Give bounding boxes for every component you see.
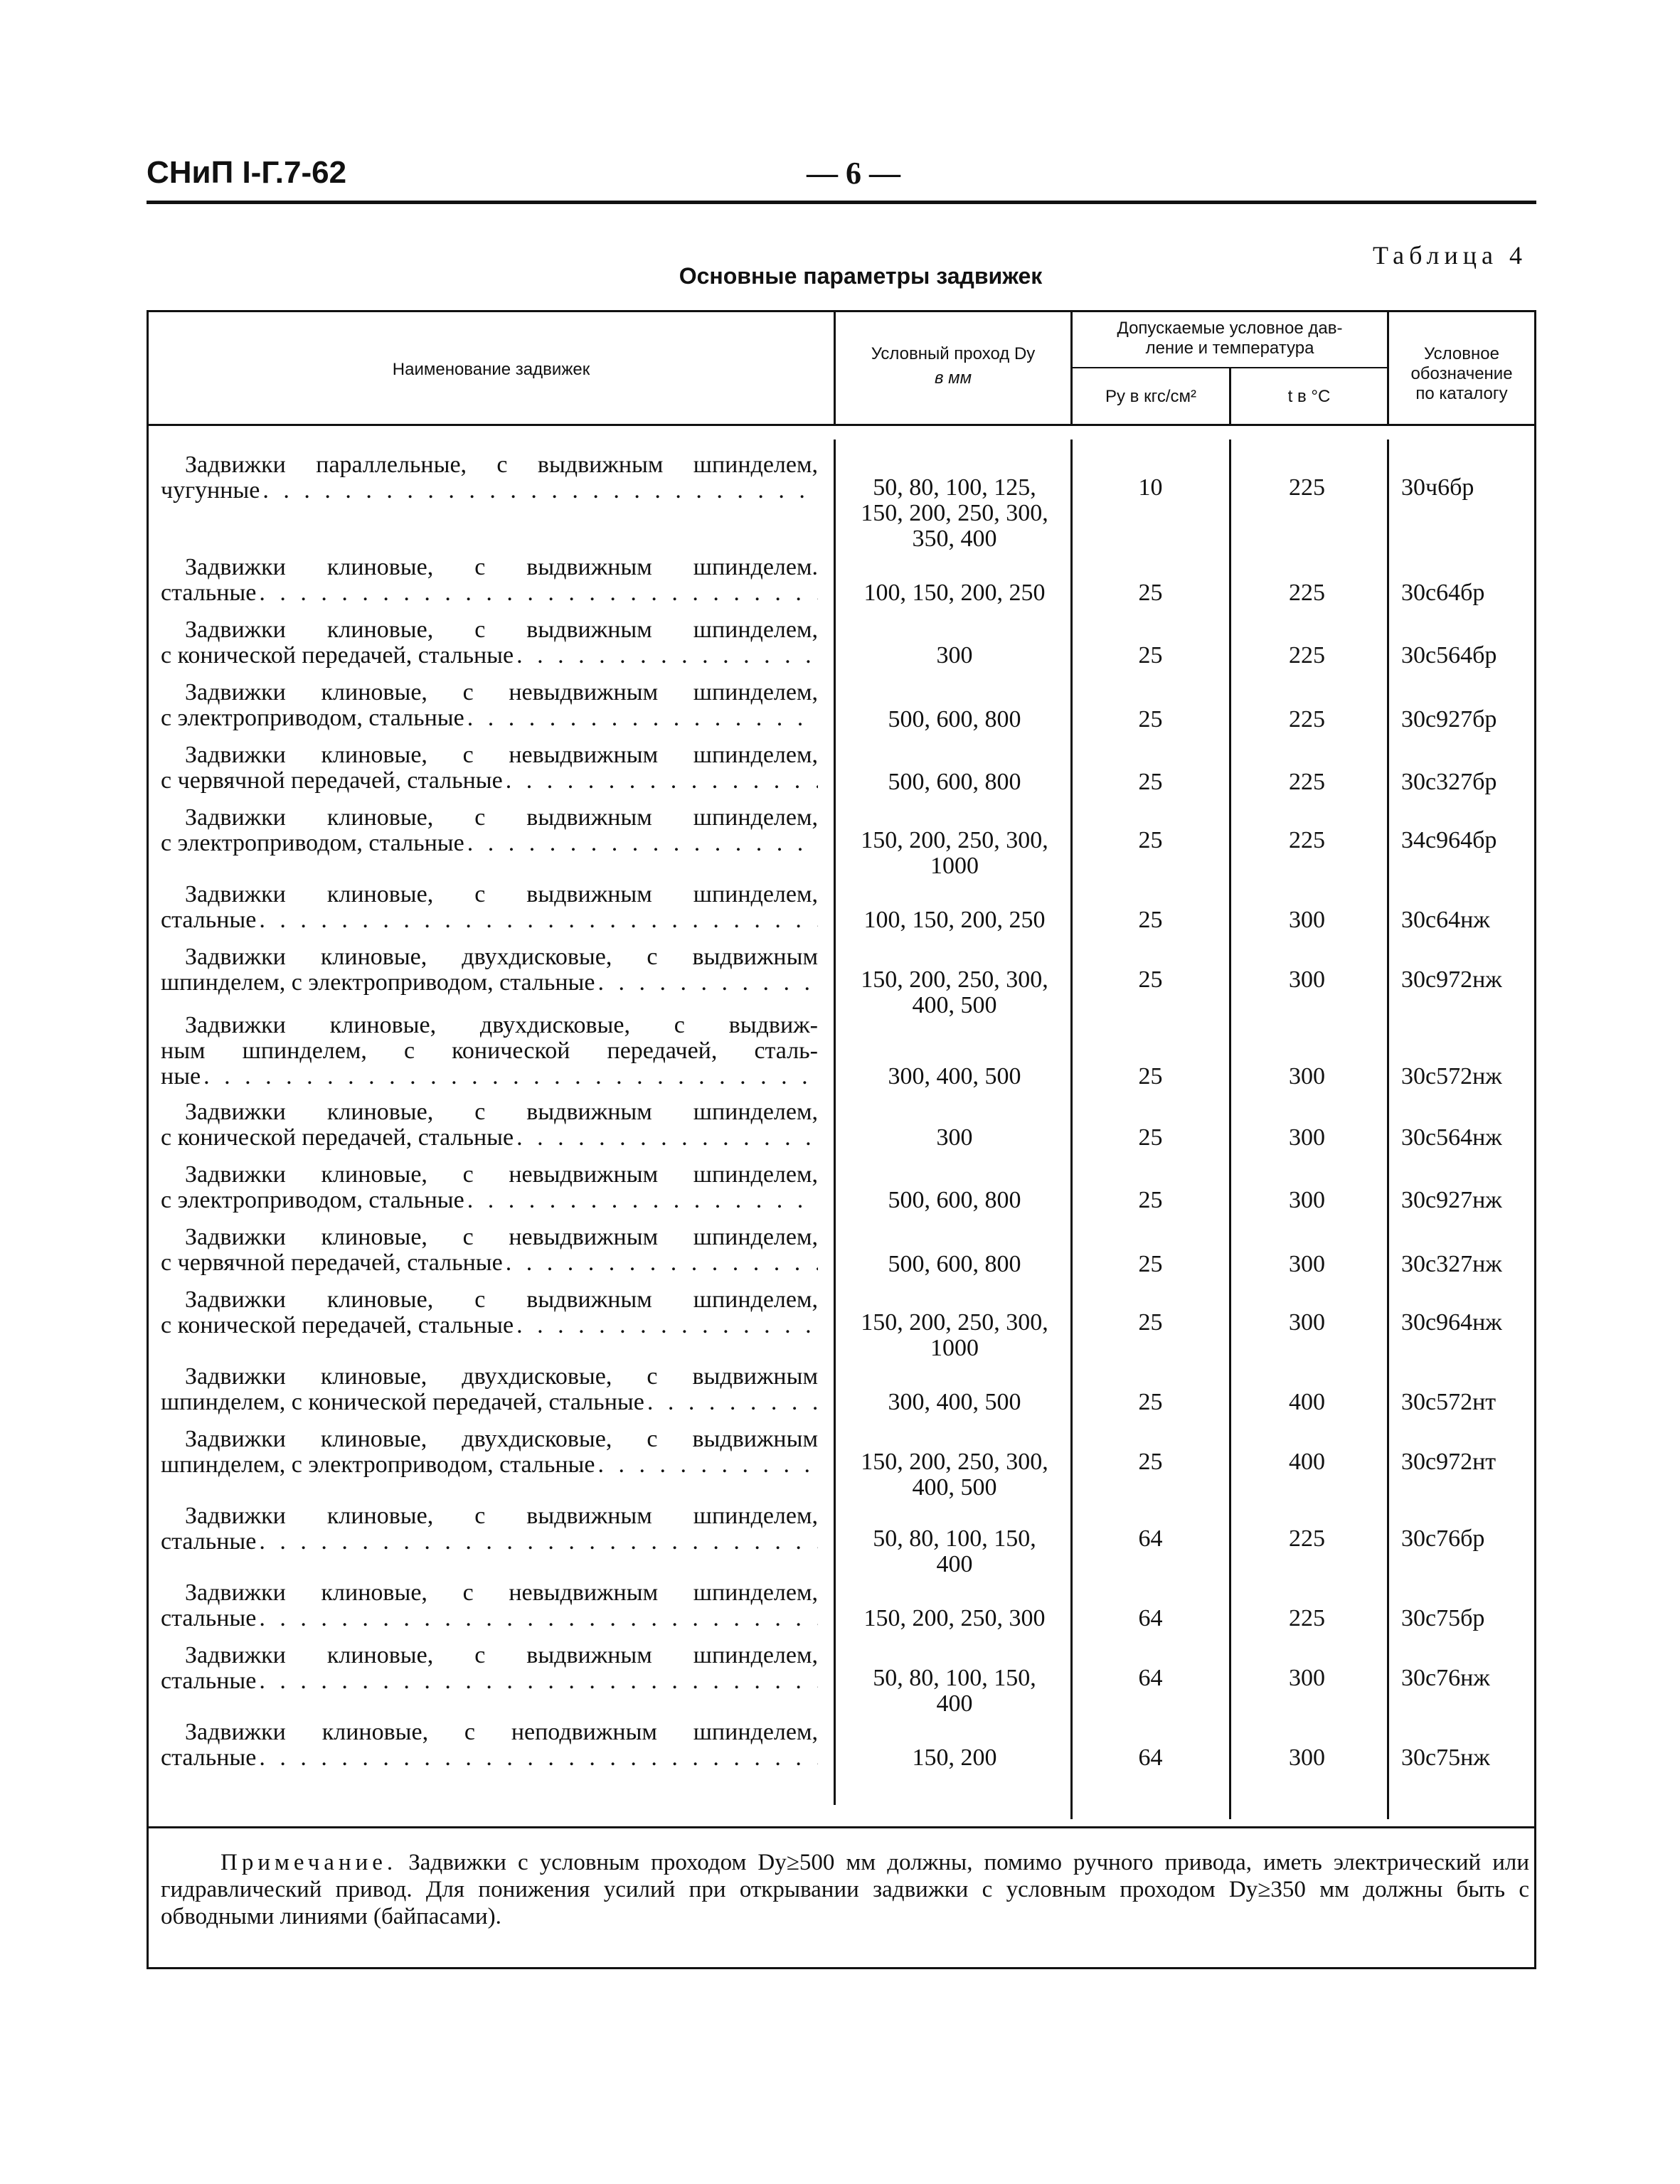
valve-name	[161, 742, 818, 794]
valve-name-line: Задвижки клиновые, двухдисковые, с выдвиж-	[185, 1013, 818, 1038]
valve-name-line: ным шпинделем, с конической передачей, сталь-	[161, 1038, 818, 1064]
valve-name-line: Задвижки клиновые, с неподвижным шпинделем,	[185, 1720, 818, 1745]
pressure-value: 25	[1138, 769, 1163, 795]
valve-name-line: Задвижки клиновые, двухдисковые, с выдвижным	[185, 1427, 818, 1452]
table-note	[161, 1849, 1529, 1930]
nominal-diameter-line: 150, 200	[912, 1744, 997, 1771]
pressure-value: 25	[1138, 966, 1163, 993]
nominal-diameter-line: 100, 150, 200, 250	[863, 907, 1046, 933]
nominal-diameter	[841, 643, 1068, 668]
temperature-value: 300	[1289, 1124, 1325, 1151]
pressure-value: 25	[1138, 1389, 1163, 1415]
valve-name-line: Задвижки клиновые, с выдвижным шпинделем,	[185, 1643, 818, 1668]
column-header-t: t в °С	[1287, 387, 1331, 406]
catalog-code: 30с927нж	[1401, 1187, 1502, 1213]
catalog-code: 30с75нж	[1401, 1744, 1490, 1771]
nominal-diameter	[841, 1125, 1068, 1151]
column-header-permitted	[1073, 319, 1387, 358]
valve-name-line: стальные	[161, 907, 257, 933]
nominal-diameter	[841, 1745, 1068, 1771]
valve-name	[161, 555, 818, 606]
valve-name-line: Задвижки клиновые, с невыдвижным шпинделем,	[185, 1225, 818, 1250]
valve-name-line: Задвижки клиновые, с выдвижным шпинделем,	[185, 805, 818, 831]
valve-name	[161, 1427, 818, 1478]
leader-dots	[647, 1390, 818, 1415]
pressure-value: 25	[1138, 1124, 1163, 1151]
nominal-diameter	[841, 769, 1068, 795]
nominal-diameter-line: 500, 600, 800	[888, 706, 1021, 733]
nominal-diameter-line: 300	[936, 1124, 973, 1151]
leader-dots	[467, 705, 818, 731]
temperature-value: 225	[1289, 1605, 1325, 1631]
valve-name-line: шпинделем, с конической передачей, стальные	[161, 1390, 644, 1415]
nominal-diameter-line: 150, 200, 250, 300,	[861, 1309, 1048, 1336]
column-header-py: Pу в кгс/см²	[1105, 387, 1196, 406]
nominal-diameter	[841, 967, 1068, 1018]
nominal-diameter	[841, 1526, 1068, 1577]
leader-dots	[516, 643, 818, 668]
temperature-value: 300	[1289, 1309, 1325, 1336]
temperature-value: 300	[1289, 966, 1325, 993]
valve-name	[161, 1364, 818, 1415]
valve-name-line: Задвижки клиновые, с невыдвижным шпинделем,	[185, 680, 818, 705]
nominal-diameter	[841, 475, 1068, 552]
table-left-border	[147, 310, 149, 1967]
valve-name-line: стальные	[161, 1529, 257, 1555]
nominal-diameter	[841, 1666, 1068, 1717]
nominal-diameter-line: 300, 400, 500	[888, 1389, 1021, 1415]
catalog-code: 30ч6бр	[1401, 474, 1474, 501]
temperature-value: 300	[1289, 907, 1325, 933]
body-separator-code	[1387, 440, 1389, 1819]
valve-name-line: стальные	[161, 1745, 257, 1771]
temperature-value: 225	[1289, 642, 1325, 668]
nominal-diameter-line: 400	[936, 1690, 973, 1717]
temperature-value: 400	[1289, 1389, 1325, 1415]
nominal-diameter-line: 400, 500	[912, 1474, 997, 1501]
valve-name	[161, 805, 818, 856]
valve-name	[161, 452, 818, 504]
valve-name-line: Задвижки клиновые, с выдвижным шпинделем,	[185, 882, 818, 907]
table-number: Таблица 4	[1373, 241, 1527, 270]
valve-name-line: Задвижки клиновые, с выдвижным шпинделем.	[185, 555, 818, 580]
valve-name	[161, 617, 818, 668]
leader-dots	[506, 1250, 818, 1276]
table-bottom-rule	[147, 1967, 1536, 1969]
valve-name-line: стальные	[161, 1606, 257, 1631]
valve-name-line: с конической передачей, стальные	[161, 1313, 514, 1338]
nominal-diameter-line: 50, 80, 100, 150,	[873, 1525, 1036, 1552]
valve-name-line: Задвижки клиновые, с выдвижным шпинделем,	[185, 1503, 818, 1529]
catalog-code: 30с75бр	[1401, 1605, 1485, 1631]
body-separator-dn	[1070, 440, 1073, 1819]
catalog-code: 30с972нж	[1401, 966, 1502, 993]
valve-name	[161, 1720, 818, 1771]
pressure-value: 25	[1138, 706, 1163, 733]
nominal-diameter-line: 500, 600, 800	[888, 1251, 1021, 1277]
valve-name	[161, 882, 818, 933]
catalog-code: 30с972нт	[1401, 1449, 1496, 1475]
nominal-diameter	[841, 907, 1068, 933]
pressure-value: 10	[1138, 474, 1163, 501]
nominal-diameter-line: 500, 600, 800	[888, 1187, 1021, 1213]
temperature-value: 300	[1289, 1187, 1325, 1213]
temperature-value: 300	[1289, 1665, 1325, 1691]
temperature-value: 225	[1289, 706, 1325, 733]
nominal-diameter-line: 350, 400	[912, 526, 997, 552]
nominal-diameter	[841, 580, 1068, 606]
table-header-bottom-rule	[147, 424, 1536, 426]
leader-dots	[259, 907, 818, 933]
nominal-diameter	[841, 1449, 1068, 1501]
valve-name-line: с червячной передачей, стальные	[161, 1250, 503, 1276]
valve-name	[161, 1013, 818, 1090]
leader-dots	[516, 1125, 818, 1151]
valve-name	[161, 1225, 818, 1276]
leader-dots	[262, 478, 818, 504]
catalog-code: 30с327нж	[1401, 1251, 1502, 1277]
pressure-value: 25	[1138, 1063, 1163, 1090]
valve-name-line: Задвижки клиновые, двухдисковые, с выдвижным	[185, 1364, 818, 1390]
pressure-value: 25	[1138, 1187, 1163, 1213]
temperature-value: 225	[1289, 769, 1325, 795]
header-permitted-underline	[1070, 367, 1389, 368]
nominal-diameter	[841, 1064, 1068, 1090]
valve-name	[161, 1162, 818, 1213]
body-separator-name	[834, 440, 836, 1805]
valve-name-line: с электроприводом, стальные	[161, 831, 464, 856]
valve-name-line: шпинделем, с электроприводом, стальные	[161, 970, 595, 996]
catalog-code: 30с64бр	[1401, 580, 1485, 606]
nominal-diameter-line: 300, 400, 500	[888, 1063, 1021, 1090]
leader-dots	[259, 1529, 818, 1555]
nominal-diameter	[841, 707, 1068, 733]
nominal-diameter	[841, 1390, 1068, 1415]
column-header-permitted-line2: ление и температура	[1145, 339, 1314, 358]
valve-name-line: Задвижки клиновые, с невыдвижным шпинделем,	[185, 1580, 818, 1606]
valve-name-line: с электроприводом, стальные	[161, 705, 464, 731]
nominal-diameter	[841, 1252, 1068, 1277]
pressure-value: 64	[1138, 1605, 1163, 1631]
valve-name-line: стальные	[161, 1668, 257, 1694]
valve-name-line: с конической передачей, стальные	[161, 643, 514, 668]
document-code: СНиП I-Г.7-62	[147, 155, 347, 190]
temperature-value: 225	[1289, 1525, 1325, 1552]
column-header-code-line2: обозначение	[1410, 364, 1513, 383]
table-right-border	[1534, 310, 1536, 1967]
column-header-permitted-line1: Допускаемые условное дав-	[1117, 319, 1343, 338]
valve-name-line: Задвижки клиновые, с выдвижным шпинделем,	[185, 1287, 818, 1313]
pressure-value: 25	[1138, 1449, 1163, 1475]
pressure-value: 64	[1138, 1665, 1163, 1691]
nominal-diameter	[841, 828, 1068, 879]
valve-name-line: Задвижки параллельные, с выдвижным шпинделем,	[185, 452, 818, 478]
temperature-value: 400	[1289, 1449, 1325, 1475]
nominal-diameter-line: 400	[936, 1551, 973, 1577]
temperature-value: 300	[1289, 1744, 1325, 1771]
leader-dots	[259, 580, 818, 606]
nominal-diameter	[841, 1188, 1068, 1213]
nominal-diameter-line: 400, 500	[912, 992, 997, 1018]
catalog-code: 30с564нж	[1401, 1124, 1502, 1151]
valve-name	[161, 1287, 818, 1338]
nominal-diameter-line: 150, 200, 250, 300,	[861, 1449, 1048, 1475]
column-header-dn-line2: в мм	[934, 368, 972, 388]
column-header-name: Наименование задвижек	[392, 360, 590, 379]
catalog-code: 30с327бр	[1401, 769, 1497, 795]
column-header-dn-line1: Условный проход Dу	[871, 344, 1036, 363]
valve-name	[161, 944, 818, 996]
pressure-value: 25	[1138, 1251, 1163, 1277]
valve-name-line: шпинделем, с электроприводом, стальные	[161, 1452, 595, 1478]
valve-name-line: ные	[161, 1064, 201, 1090]
leader-dots	[259, 1668, 818, 1694]
nominal-diameter-line: 300	[936, 642, 973, 668]
note-label: Примечание.	[220, 1850, 398, 1875]
catalog-code: 30с572нт	[1401, 1389, 1496, 1415]
pressure-value: 25	[1138, 1309, 1163, 1336]
page-number: — 6 —	[807, 156, 900, 191]
nominal-diameter	[841, 1606, 1068, 1631]
valve-name	[161, 1503, 818, 1555]
valve-name	[161, 1099, 818, 1151]
pressure-value: 64	[1138, 1744, 1163, 1771]
catalog-code: 30с927бр	[1401, 706, 1497, 733]
valve-name-line: стальные	[161, 580, 257, 606]
valve-name-line: с электроприводом, стальные	[161, 1188, 464, 1213]
column-header-dn	[836, 344, 1070, 388]
valve-name	[161, 1643, 818, 1694]
pressure-value: 25	[1138, 580, 1163, 606]
nominal-diameter-line: 1000	[930, 1335, 979, 1361]
nominal-diameter-line: 50, 80, 100, 125,	[873, 474, 1036, 501]
catalog-code: 34с964бр	[1401, 827, 1497, 853]
nominal-diameter-line: 150, 200, 250, 300,	[861, 966, 1048, 993]
temperature-value: 225	[1289, 580, 1325, 606]
nominal-diameter-line: 150, 200, 250, 300,	[861, 500, 1048, 526]
table-top-rule	[147, 310, 1536, 312]
temperature-value: 300	[1289, 1251, 1325, 1277]
valve-name-line: с червячной передачей, стальные	[161, 768, 503, 794]
valve-name	[161, 680, 818, 731]
leader-dots	[597, 970, 818, 996]
nominal-diameter-line: 1000	[930, 853, 979, 879]
table-title: Основные параметры задвижек	[679, 263, 1043, 289]
valve-name-line: Задвижки клиновые, с невыдвижным шпинделем,	[185, 1162, 818, 1188]
temperature-value: 300	[1289, 1063, 1325, 1090]
pressure-value: 25	[1138, 827, 1163, 853]
valve-name-line: Задвижки клиновые, двухдисковые, с выдвижным	[185, 944, 818, 970]
temperature-value: 225	[1289, 474, 1325, 501]
catalog-code: 30с964нж	[1401, 1309, 1502, 1336]
nominal-diameter	[841, 1310, 1068, 1361]
leader-dots	[467, 831, 818, 856]
catalog-code: 30с564бр	[1401, 642, 1497, 668]
catalog-code: 30с76нж	[1401, 1665, 1490, 1691]
valve-name	[161, 1580, 818, 1631]
header-rule	[147, 201, 1536, 204]
valve-name-line: с конической передачей, стальные	[161, 1125, 514, 1151]
nominal-diameter-line: 150, 200, 250, 300,	[861, 827, 1048, 853]
leader-dots	[259, 1606, 818, 1631]
note-top-rule	[147, 1826, 1536, 1828]
column-header-code-line3: по каталогу	[1415, 384, 1508, 403]
leader-dots	[259, 1745, 818, 1771]
valve-name-line: Задвижки клиновые, с выдвижным шпинделем,	[185, 617, 818, 643]
nominal-diameter-line: 100, 150, 200, 250	[863, 580, 1046, 606]
leader-dots	[506, 768, 818, 794]
column-header-code-line1: Условное	[1424, 344, 1499, 363]
pressure-value: 64	[1138, 1525, 1163, 1552]
pressure-value: 25	[1138, 907, 1163, 933]
valve-name-line: чугунные	[161, 478, 260, 504]
note-text: Задвижки с условным проходом Dу≥500 мм должны, помимо ручного привода, иметь электрический или гидравлический привод. Для понижения усилий при открывании задвижки с условным проходом Dу≥350 мм должны быть с обводными линиями (байпасами).	[161, 1850, 1529, 1929]
nominal-diameter-line: 150, 200, 250, 300	[863, 1605, 1046, 1631]
leader-dots	[203, 1064, 818, 1090]
temperature-value: 225	[1289, 827, 1325, 853]
leader-dots	[467, 1188, 818, 1213]
catalog-code: 30с64нж	[1401, 907, 1490, 933]
catalog-code: 30с76бр	[1401, 1525, 1485, 1552]
column-header-code	[1389, 344, 1534, 404]
leader-dots	[516, 1313, 818, 1338]
leader-dots	[597, 1452, 818, 1478]
valve-name-line: Задвижки клиновые, с выдвижным шпинделем,	[185, 1099, 818, 1125]
nominal-diameter-line: 500, 600, 800	[888, 769, 1021, 795]
catalog-code: 30с572нж	[1401, 1063, 1502, 1090]
pressure-value: 25	[1138, 642, 1163, 668]
nominal-diameter-line: 50, 80, 100, 150,	[873, 1665, 1036, 1691]
valve-name-line: Задвижки клиновые, с невыдвижным шпинделем,	[185, 742, 818, 768]
